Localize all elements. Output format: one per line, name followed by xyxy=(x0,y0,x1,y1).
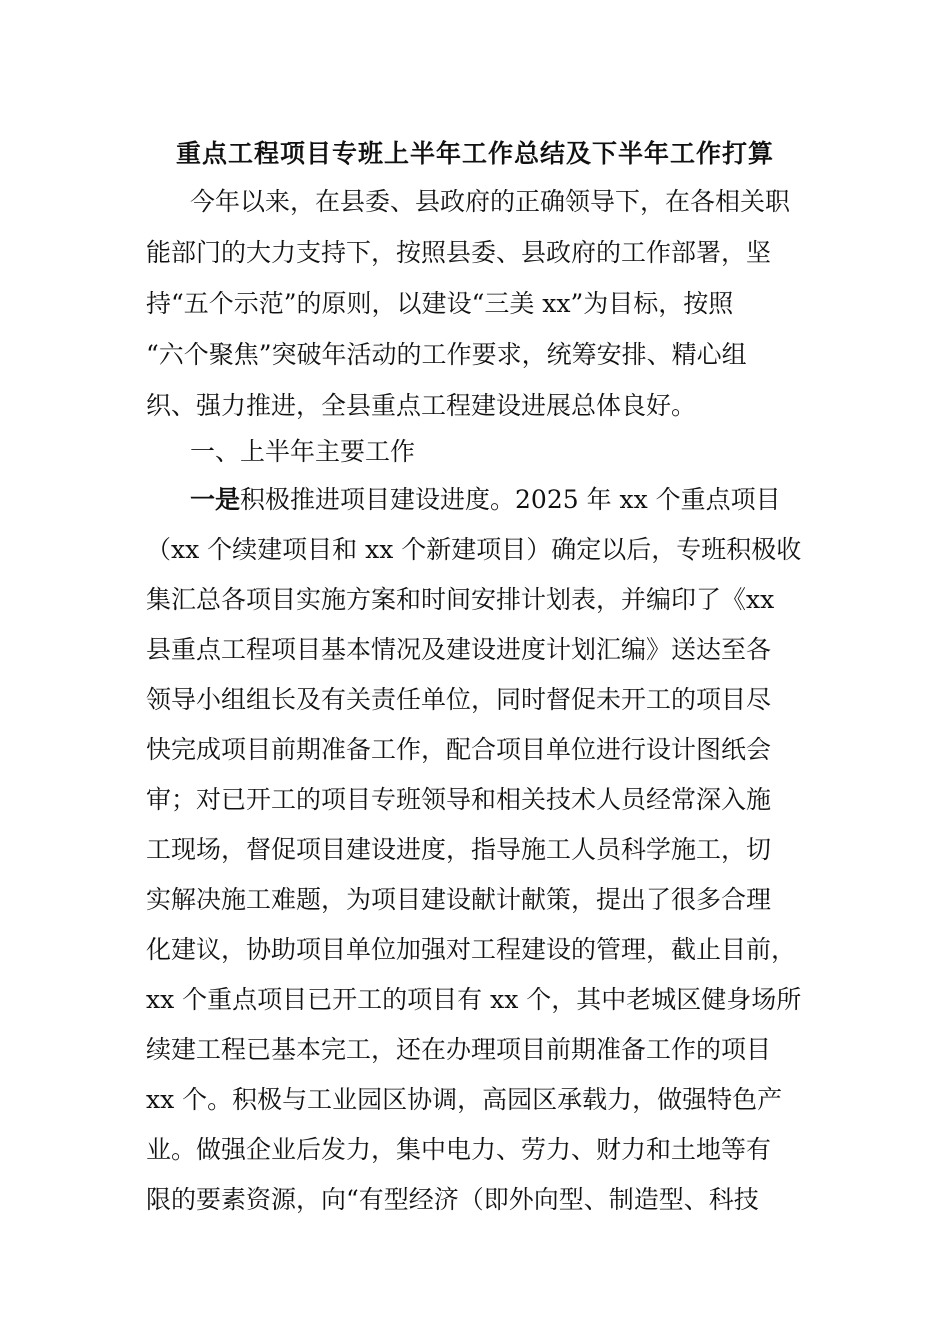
para1-line-14: 业。做强企业后发力，集中电力、劳力、财力和土地等有 xyxy=(146,1135,772,1164)
intro-line-4: “六个聚焦”突破年活动的工作要求，统筹安排、精心组 xyxy=(146,340,747,369)
para1-line-10: 化建议，协助项目单位加强对工程建设的管理，截止目前， xyxy=(146,935,797,964)
para1-line-8: 工现场，督促项目建设进度，指导施工人员科学施工，切 xyxy=(146,835,772,864)
para1-line-5: 领导小组组长及有关责任单位，同时督促未开工的项目尽 xyxy=(146,685,772,714)
para1-line-7: 审；对已开工的项目专班领导和相关技术人员经常深入施 xyxy=(146,785,772,814)
para1-first-line xyxy=(190,484,781,516)
para1-line-15: 限的要素资源，向“有型经济（即外向型、制造型、科技 xyxy=(146,1185,759,1214)
para1-line-6: 快完成项目前期准备工作，配合项目单位进行设计图纸会 xyxy=(146,735,772,764)
para1-line-11: xx 个重点项目已开工的项目有 xx 个，其中老城区健身场所 xyxy=(146,985,802,1014)
para1-line-13: xx 个。积极与工业园区协调，高园区承载力，做强特色产 xyxy=(146,1085,783,1114)
para1-line-3: 集汇总各项目实施方案和时间安排计划表，并编印了《xx xyxy=(146,585,775,614)
para1-line-2: （xx 个续建项目和 xx 个新建项目）确定以后，专班积极收 xyxy=(146,535,802,564)
para1-line-12: 续建工程已基本完工，还在办理项目前期准备工作的项目 xyxy=(146,1035,772,1064)
para1-line-9: 实解决施工难题，为项目建设献计献策，提出了很多合理 xyxy=(146,885,772,914)
section-heading: 一、上半年主要工作 xyxy=(190,437,416,466)
intro-line-1: 今年以来，在县委、县政府的正确领导下，在各相关职 xyxy=(190,187,791,216)
para1-lead: 一是 xyxy=(190,485,241,514)
intro-line-3: 持“五个示范”的原则，以建设“三美 xx”为目标，按照 xyxy=(146,289,734,318)
intro-line-2: 能部门的大力支持下，按照县委、县政府的工作部署，坚 xyxy=(146,238,772,267)
para1-line-4: 县重点工程项目基本情况及建设进度计划汇编》送达至各 xyxy=(146,635,772,664)
para1-first-rest: 积极推进项目建设进度。2025 年 xx 个重点项目 xyxy=(240,485,781,514)
intro-line-5: 织、强力推进，全县重点工程建设进展总体良好。 xyxy=(146,391,697,420)
document-title: 重点工程项目专班上半年工作总结及下半年工作打算 xyxy=(175,139,774,168)
